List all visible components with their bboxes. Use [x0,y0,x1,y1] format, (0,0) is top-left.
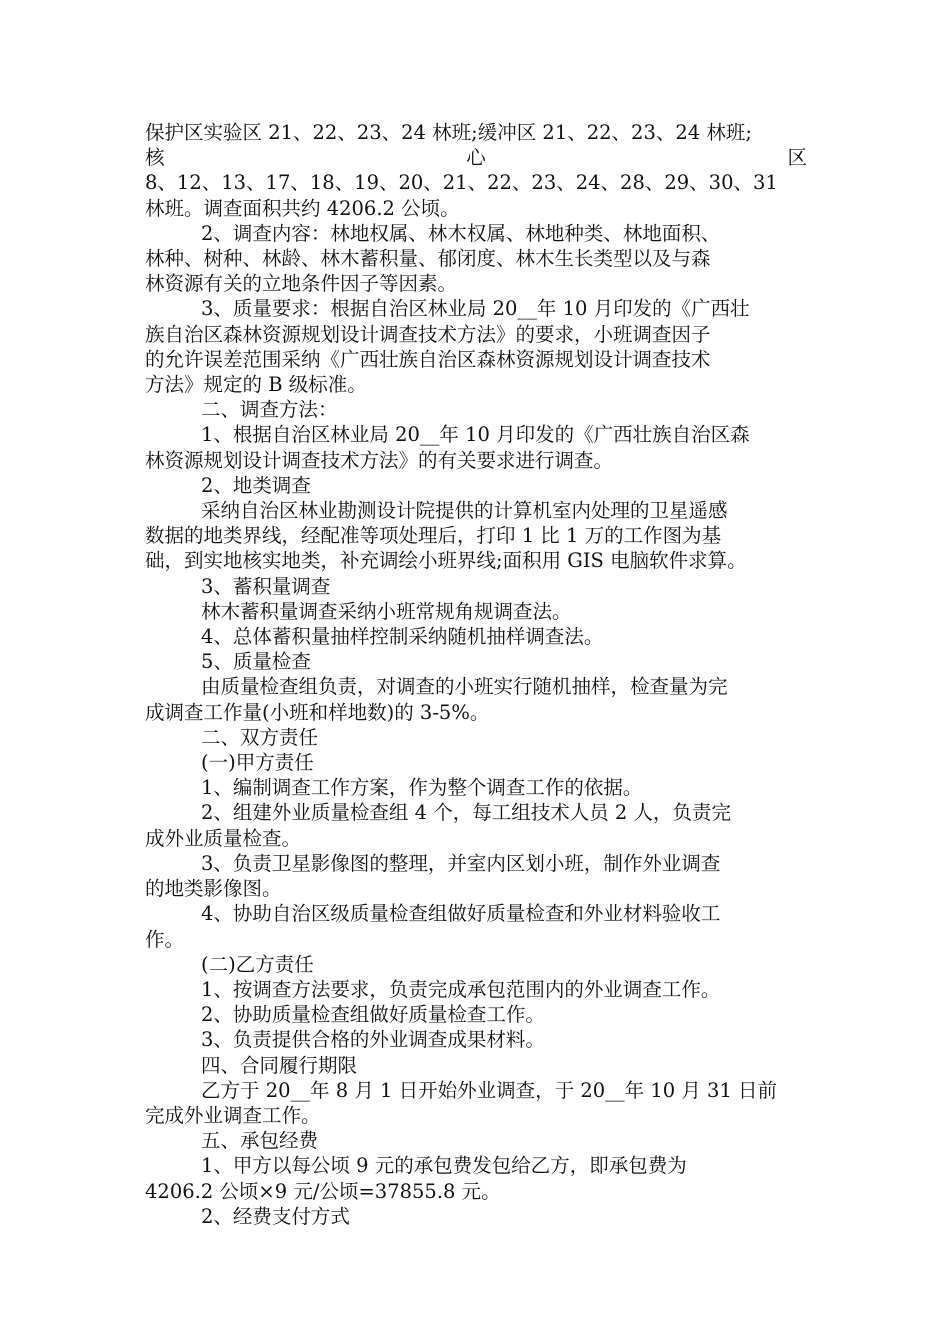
text-line: 2、地类调查 [201,473,311,497]
text-line: 3、负责卫星影像图的整理，并室内区划小班，制作外业调查 [201,851,721,875]
text-line: 1、编制调查工作方案，作为整个调查工作的依据。 [201,776,643,800]
text-line: 5、质量检查 [201,650,311,674]
text-line: 林种、树种、林龄、林木蓄积量、郁闭度、林木生长类型以及与森 [145,247,711,271]
text-line: 1、根据自治区林业局 20__年 10 月印发的《广西壮族自治区森 [201,423,750,447]
text-line: 由质量检查组负责，对调查的小班实行随机抽样，检查量为完 [201,675,728,699]
text-line: 五、承包经费 [201,1129,319,1153]
text-line: 4、协助自治区级质量检查组做好质量检查和外业材料验收工 [201,902,721,926]
text-line: 四、合同履行期限 [201,1053,358,1077]
text-line: 的允许误差范围采纳《广西壮族自治区森林资源规划设计调查技术 [145,347,711,371]
spread-char: 核 [145,146,165,170]
text-line: 础，到实地核实地类，补充调绘小班界线;面积用 GIS 电脑软件求算。 [145,549,747,573]
text-line: 二、调查方法： [201,398,338,422]
text-line: 保护区实验区 21、22、23、24 林班;缓冲区 21、22、23、24 林班; [145,121,752,144]
text-line: 3、质量要求：根据自治区林业局 20__年 10 月印发的《广西壮 [201,297,750,321]
spread-char: 区 [787,146,807,170]
text-line: 3、蓄积量调查 [201,574,331,598]
document-body [145,120,807,1229]
text-line: 林资源规划设计调查技术方法》的有关要求进行调查。 [145,448,614,472]
text-line: 2、调查内容：林地权属、林木权属、林地种类、林地面积、 [201,221,721,245]
text-line: 采纳自治区林业勘测设计院提供的计算机室内处理的卫星遥感 [201,499,728,523]
text-line [145,145,807,170]
text-line: 2、协助质量检查组做好质量检查工作。 [201,1003,545,1027]
text-line: 成外业质量检查。 [145,826,302,850]
spread-char: 心 [466,146,486,170]
text-line: 完成外业调查工作。 [145,1103,321,1127]
text-line: 乙方于 20__年 8 月 1 日开始外业调查，于 20__年 10 月 31 日前 [201,1078,778,1102]
text-line: 方法》规定的 B 级标准。 [145,373,367,397]
text-line: 的地类影像图。 [145,877,282,901]
text-line: 作。 [145,927,185,951]
text-line: (一)甲方责任 [201,751,314,775]
text-line: 8、12、13、17、18、19、20、21、22、23、24、28、29、30、31 [145,171,778,195]
text-line: 1、甲方以每公顷 9 元的承包费发包给乙方，即承包费为 [201,1154,687,1178]
text-line: (二)乙方责任 [201,952,314,976]
text-line: 二、双方责任 [201,725,319,749]
text-line: 林班。调查面积共约 4206.2 公顷。 [145,196,460,220]
text-line: 4206.2 公顷×9 元/公顷=37855.8 元。 [145,1179,501,1203]
text-line: 2、经费支付方式 [201,1204,350,1228]
text-line: 4、总体蓄积量抽样控制采纳随机抽样调查法。 [201,625,604,649]
text-line: 族自治区森林资源规划设计调查技术方法》的要求，小班调查因子 [145,322,711,346]
text-line: 1、按调查方法要求，负责完成承包范围内的外业调查工作。 [201,977,721,1001]
text-line: 2、组建外业质量检查组 4 个，每工组技术人员 2 人，负责完 [201,801,732,825]
text-line: 成调查工作量(小班和样地数)的 3-5%。 [145,700,490,724]
text-line: 数据的地类界线，经配准等项处理后，打印 1 比 1 万的工作图为基 [145,524,722,548]
text-line: 林资源有关的立地条件因子等因素。 [145,272,458,296]
text-line: 3、负责提供合格的外业调查成果材料。 [201,1028,545,1052]
text-line: 林木蓄积量调查采纳小班常规角规调查法。 [201,599,572,623]
